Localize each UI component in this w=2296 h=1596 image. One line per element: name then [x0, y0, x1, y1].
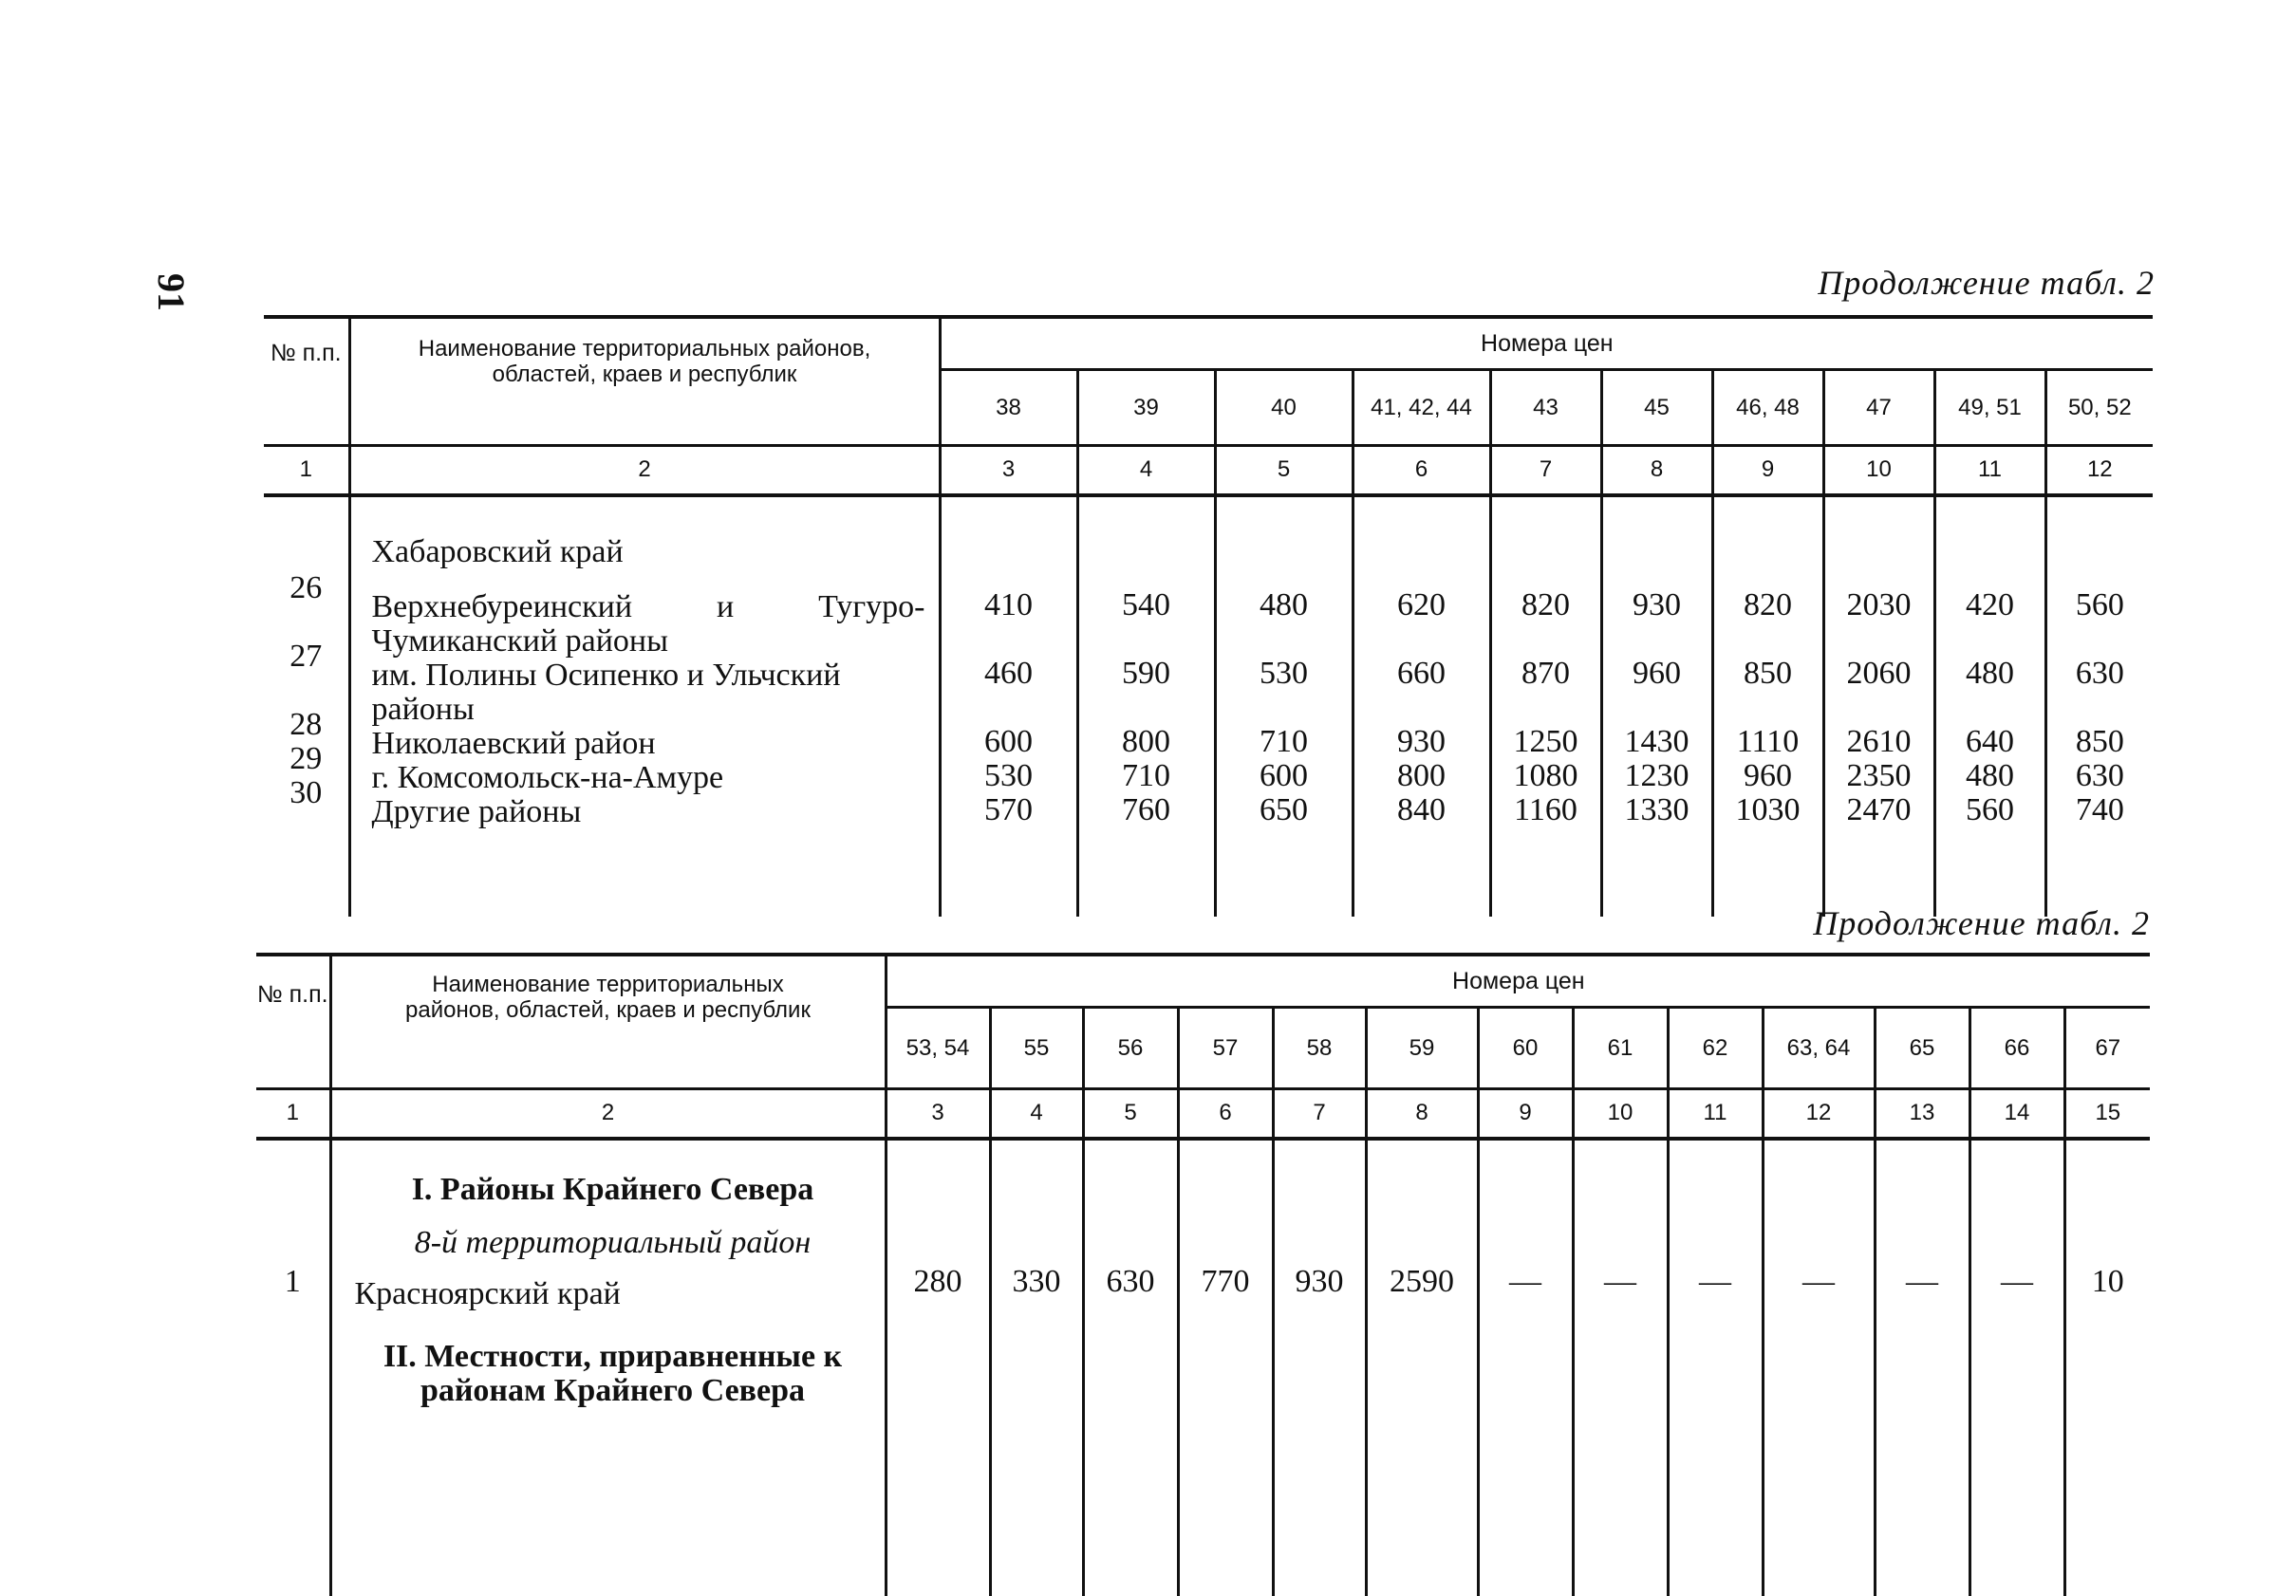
cell: 930	[1397, 723, 1446, 759]
col-number: 12	[1763, 1089, 1875, 1139]
cell: 1330	[1624, 791, 1689, 827]
cell: 930	[1633, 586, 1681, 622]
section-title: I. Районы Крайнего Севера	[411, 1171, 814, 1207]
price-col: 60	[1478, 1008, 1573, 1089]
row-names	[330, 1139, 886, 1596]
cell: —	[1573, 1139, 1668, 1596]
price-col: 56	[1083, 1008, 1178, 1089]
price-col: 61	[1573, 1008, 1668, 1089]
row-no: 28	[289, 706, 323, 742]
col-number: 1	[299, 456, 312, 483]
col-number: 9	[1712, 446, 1823, 495]
cell: 10	[2064, 1139, 2150, 1596]
price-col: 41, 42, 44	[1353, 370, 1490, 446]
cell: 600	[1260, 757, 1308, 793]
subsection-title: 8-й территориальный район	[414, 1224, 812, 1260]
cell: 1110	[1736, 723, 1800, 759]
col-number: 5	[1083, 1089, 1178, 1139]
value-column	[940, 495, 1077, 917]
no-header: № п.п.	[264, 317, 349, 446]
page-number: 91	[150, 273, 193, 311]
col-number: 3	[940, 446, 1077, 495]
cell: 1230	[1624, 757, 1689, 793]
cell: 960	[1633, 655, 1681, 691]
prices-header: Номера цен	[886, 955, 2150, 1008]
price-col: 63, 64	[1763, 1008, 1875, 1089]
col-number: 8	[1366, 1089, 1478, 1139]
cell: 590	[1122, 655, 1170, 691]
cell: 2350	[1846, 757, 1912, 793]
col-number: 13	[1875, 1089, 1969, 1139]
row-name: г. Комсомольск-на-Амуре	[371, 759, 724, 795]
col-number: 10	[1823, 446, 1934, 495]
price-col: 55	[990, 1008, 1083, 1089]
section-title: II. Местности, приравненные к районам Крайнего Севера	[383, 1338, 843, 1408]
cell: 740	[2075, 791, 2124, 827]
price-col: 40	[1215, 370, 1353, 446]
price-col: 50, 52	[2045, 370, 2153, 446]
row-name: им. Полины Осипенко и Ульчский районы	[371, 657, 841, 727]
cell: 2060	[1846, 655, 1912, 691]
price-col: 53, 54	[886, 1008, 990, 1089]
value-column	[2045, 495, 2153, 917]
col-number: 4	[990, 1089, 1083, 1139]
cell: 540	[1122, 586, 1170, 622]
col-number: 6	[1178, 1089, 1273, 1139]
price-col: 46, 48	[1712, 370, 1823, 446]
cell: 530	[1260, 655, 1308, 691]
cell: 280	[886, 1139, 990, 1596]
price-col: 49, 51	[1934, 370, 2045, 446]
col-number: 15	[2064, 1089, 2150, 1139]
row-no: 30	[289, 774, 323, 810]
value-column	[1077, 495, 1215, 917]
no-header: № п.п.	[256, 955, 330, 1089]
row-numbers	[264, 495, 349, 917]
cell: —	[1763, 1139, 1875, 1596]
cell: 630	[2075, 757, 2124, 793]
cell: 480	[1966, 655, 2014, 691]
cell: 620	[1397, 586, 1446, 622]
cell: —	[1478, 1139, 1573, 1596]
cell: 870	[1521, 655, 1570, 691]
price-col: 39	[1077, 370, 1215, 446]
price-table-2	[256, 953, 2150, 1596]
cell: 1160	[1514, 791, 1577, 827]
cell: —	[1668, 1139, 1763, 1596]
cell: 330	[990, 1139, 1083, 1596]
row-name: Верхнебуреинский и Тугуро-Чумиканский районы	[371, 588, 925, 659]
col-number: 12	[2045, 446, 2153, 495]
cell: 840	[1397, 791, 1446, 827]
cell: 850	[2075, 723, 2124, 759]
value-column	[1934, 495, 2045, 917]
price-col: 45	[1601, 370, 1712, 446]
cell: 560	[1966, 791, 2014, 827]
cell: 710	[1260, 723, 1308, 759]
cell: 710	[1122, 757, 1170, 793]
row-no: 1	[284, 1263, 301, 1299]
cell: 630	[2075, 655, 2124, 691]
cell: 1080	[1513, 757, 1578, 793]
price-col: 65	[1875, 1008, 1969, 1089]
cell: 820	[1521, 586, 1570, 622]
cell: 850	[1744, 655, 1792, 691]
prices-header: Номера цен	[940, 317, 2153, 370]
value-column	[1215, 495, 1353, 917]
col-number: 9	[1478, 1089, 1573, 1139]
cell: 2030	[1846, 586, 1912, 622]
price-col: 57	[1178, 1008, 1273, 1089]
col-number: 2	[330, 1089, 886, 1139]
cell: —	[1969, 1139, 2064, 1596]
name-header: Наименование территориальных районов, областей, краев и республик	[349, 317, 940, 446]
col-number: 7	[1273, 1089, 1366, 1139]
cell: 820	[1744, 586, 1792, 622]
cell: 460	[984, 655, 1033, 691]
row-no: 29	[289, 740, 323, 776]
cell: 630	[1083, 1139, 1178, 1596]
cell: 930	[1273, 1139, 1366, 1596]
cell: 480	[1260, 586, 1308, 622]
value-column	[1490, 495, 1601, 917]
cell: 600	[984, 723, 1033, 759]
row-name: Красноярский край	[354, 1275, 621, 1311]
cell: 2470	[1846, 791, 1912, 827]
table1-caption: Продолжение табл. 2	[1818, 264, 2155, 302]
cell: 1430	[1624, 723, 1689, 759]
price-col: 47	[1823, 370, 1934, 446]
col-number: 11	[1668, 1089, 1763, 1139]
col-number: 5	[1215, 446, 1353, 495]
col-number: 6	[1353, 446, 1490, 495]
price-col: 58	[1273, 1008, 1366, 1089]
cell: 570	[984, 791, 1033, 827]
region-title: Хабаровский край	[371, 533, 624, 569]
table2-caption: Продолжение табл. 2	[1813, 904, 2150, 942]
col-number: 10	[1573, 1089, 1668, 1139]
cell: 770	[1178, 1139, 1273, 1596]
cell: 480	[1966, 757, 2014, 793]
col-number: 8	[1601, 446, 1712, 495]
cell: —	[1875, 1139, 1969, 1596]
row-no: 26	[289, 569, 323, 605]
value-column	[1712, 495, 1823, 917]
price-col: 66	[1969, 1008, 2064, 1089]
value-column	[1823, 495, 1934, 917]
col-number: 3	[886, 1089, 990, 1139]
col-number: 7	[1490, 446, 1601, 495]
price-col: 62	[1668, 1008, 1763, 1089]
price-col: 59	[1366, 1008, 1478, 1089]
cell: 660	[1397, 655, 1446, 691]
col-number: 14	[1969, 1089, 2064, 1139]
cell: 650	[1260, 791, 1308, 827]
cell: 530	[984, 757, 1033, 793]
cell: 560	[2075, 586, 2124, 622]
price-table-1	[264, 315, 2153, 917]
cell: 2590	[1366, 1139, 1478, 1596]
cell: 2610	[1846, 723, 1912, 759]
value-column	[1353, 495, 1490, 917]
cell: 1250	[1513, 723, 1578, 759]
cell: 1030	[1735, 791, 1801, 827]
row-name: Николаевский район	[371, 725, 656, 761]
col-number: 1	[286, 1100, 299, 1126]
cell: 410	[984, 586, 1033, 622]
col-number: 2	[349, 446, 940, 495]
row-no: 27	[289, 638, 323, 674]
cell: 640	[1966, 723, 2014, 759]
cell: 760	[1122, 791, 1170, 827]
row-name: Другие районы	[371, 793, 582, 829]
cell: 960	[1744, 757, 1792, 793]
price-col: 43	[1490, 370, 1601, 446]
value-column	[1601, 495, 1712, 917]
row-names	[349, 495, 940, 917]
cell: 800	[1397, 757, 1446, 793]
name-header: Наименование территориальных районов, областей, краев и республик	[330, 955, 886, 1089]
col-number: 4	[1077, 446, 1215, 495]
price-col: 38	[940, 370, 1077, 446]
cell: 420	[1966, 586, 2014, 622]
price-col: 67	[2064, 1008, 2150, 1089]
col-number: 11	[1934, 446, 2045, 495]
cell: 800	[1122, 723, 1170, 759]
